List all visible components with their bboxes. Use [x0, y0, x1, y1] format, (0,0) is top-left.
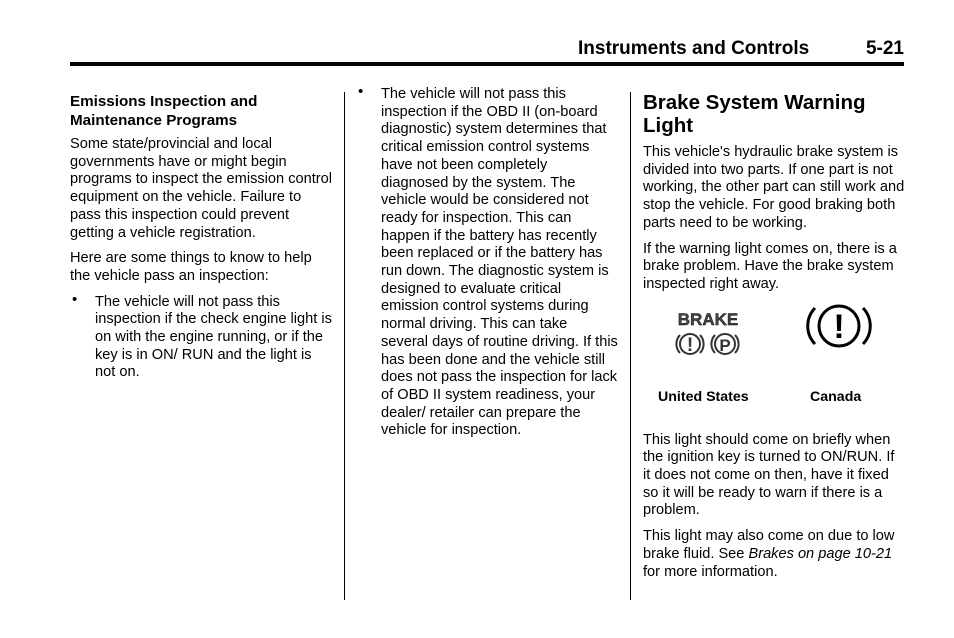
paragraph: This vehicle's hydraulic brake system is divided into two parts. If one part is not working, the other part can still work and stop the vehicle. For good braking both parts need to be working.	[643, 144, 905, 231]
column-2	[356, 83, 618, 440]
svg-text:!: !	[686, 334, 694, 356]
svg-text:P: P	[719, 335, 731, 355]
paragraph-text: This light may also come on due to low brake fluid. See	[643, 528, 895, 562]
column-divider-1	[344, 92, 345, 600]
paragraph-text: for more information.	[643, 563, 778, 580]
brake-warning-symbols	[643, 302, 905, 424]
bullet-text: The vehicle will not pass this inspection if the check engine light is on with the engine running, or if the key is in ON/ RUN and the light is not on.	[95, 293, 332, 381]
column-1	[70, 92, 332, 382]
paragraph	[643, 528, 905, 581]
section-title-header: Instruments and Controls	[578, 38, 810, 59]
column-divider-2	[630, 92, 631, 600]
paragraph: Here are some things to know to help the vehicle pass an inspection:	[70, 250, 312, 284]
section-heading-brake-warning: Brake System Warning Light	[643, 91, 866, 137]
bullet-text: The vehicle will not pass this inspection if the OBD II (on-board diagnostic) system determines that critical emission control systems have not been completely diagnosed by the system. The vehicle would be considered not ready for inspection. This can happen if the battery has recently been replaced or if the battery has run down. The diagnostic system is designed to evaluate critical emission control systems during normal driving. This can take several days of routine driving. If this has been done and the vehicle still does not pass the inspection for lack of OBD II system readiness, your dealer/ retailer can prepare the vehicle for inspection.	[381, 86, 618, 439]
paragraph: Some state/provincial and local governments have or might begin programs to inspect the emission control equipment on the vehicle. Failure to pass this inspection could prevent getting a vehicle registration.	[70, 136, 332, 241]
bullet-marker: •	[358, 83, 364, 100]
subheading-emissions: Emissions Inspection and Maintenance Programs	[70, 93, 258, 129]
header-rule	[70, 62, 904, 66]
bullet-item	[70, 290, 332, 383]
caption-united-states: United States	[658, 388, 749, 405]
bullet-marker: •	[72, 290, 78, 308]
svg-text:!: !	[833, 307, 845, 346]
caption-canada: Canada	[810, 388, 862, 405]
brake-warning-us-icon	[673, 306, 749, 366]
bullet-item	[356, 83, 618, 440]
paragraph: This light should come on briefly when the ignition key is turned to ON/RUN. If it does not come on then, have it fixed so it will be ready to warn if there is a problem.	[643, 431, 895, 519]
svg-text:BRAKE: BRAKE	[677, 309, 739, 329]
brake-warning-canada-icon	[801, 296, 879, 356]
cross-reference-link[interactable]: Brakes on page 10-21	[748, 545, 893, 562]
page-number: 5-21	[865, 38, 904, 59]
column-3	[643, 91, 905, 589]
paragraph: If the warning light comes on, there is a brake problem. Have the brake system inspected right away.	[643, 240, 897, 292]
